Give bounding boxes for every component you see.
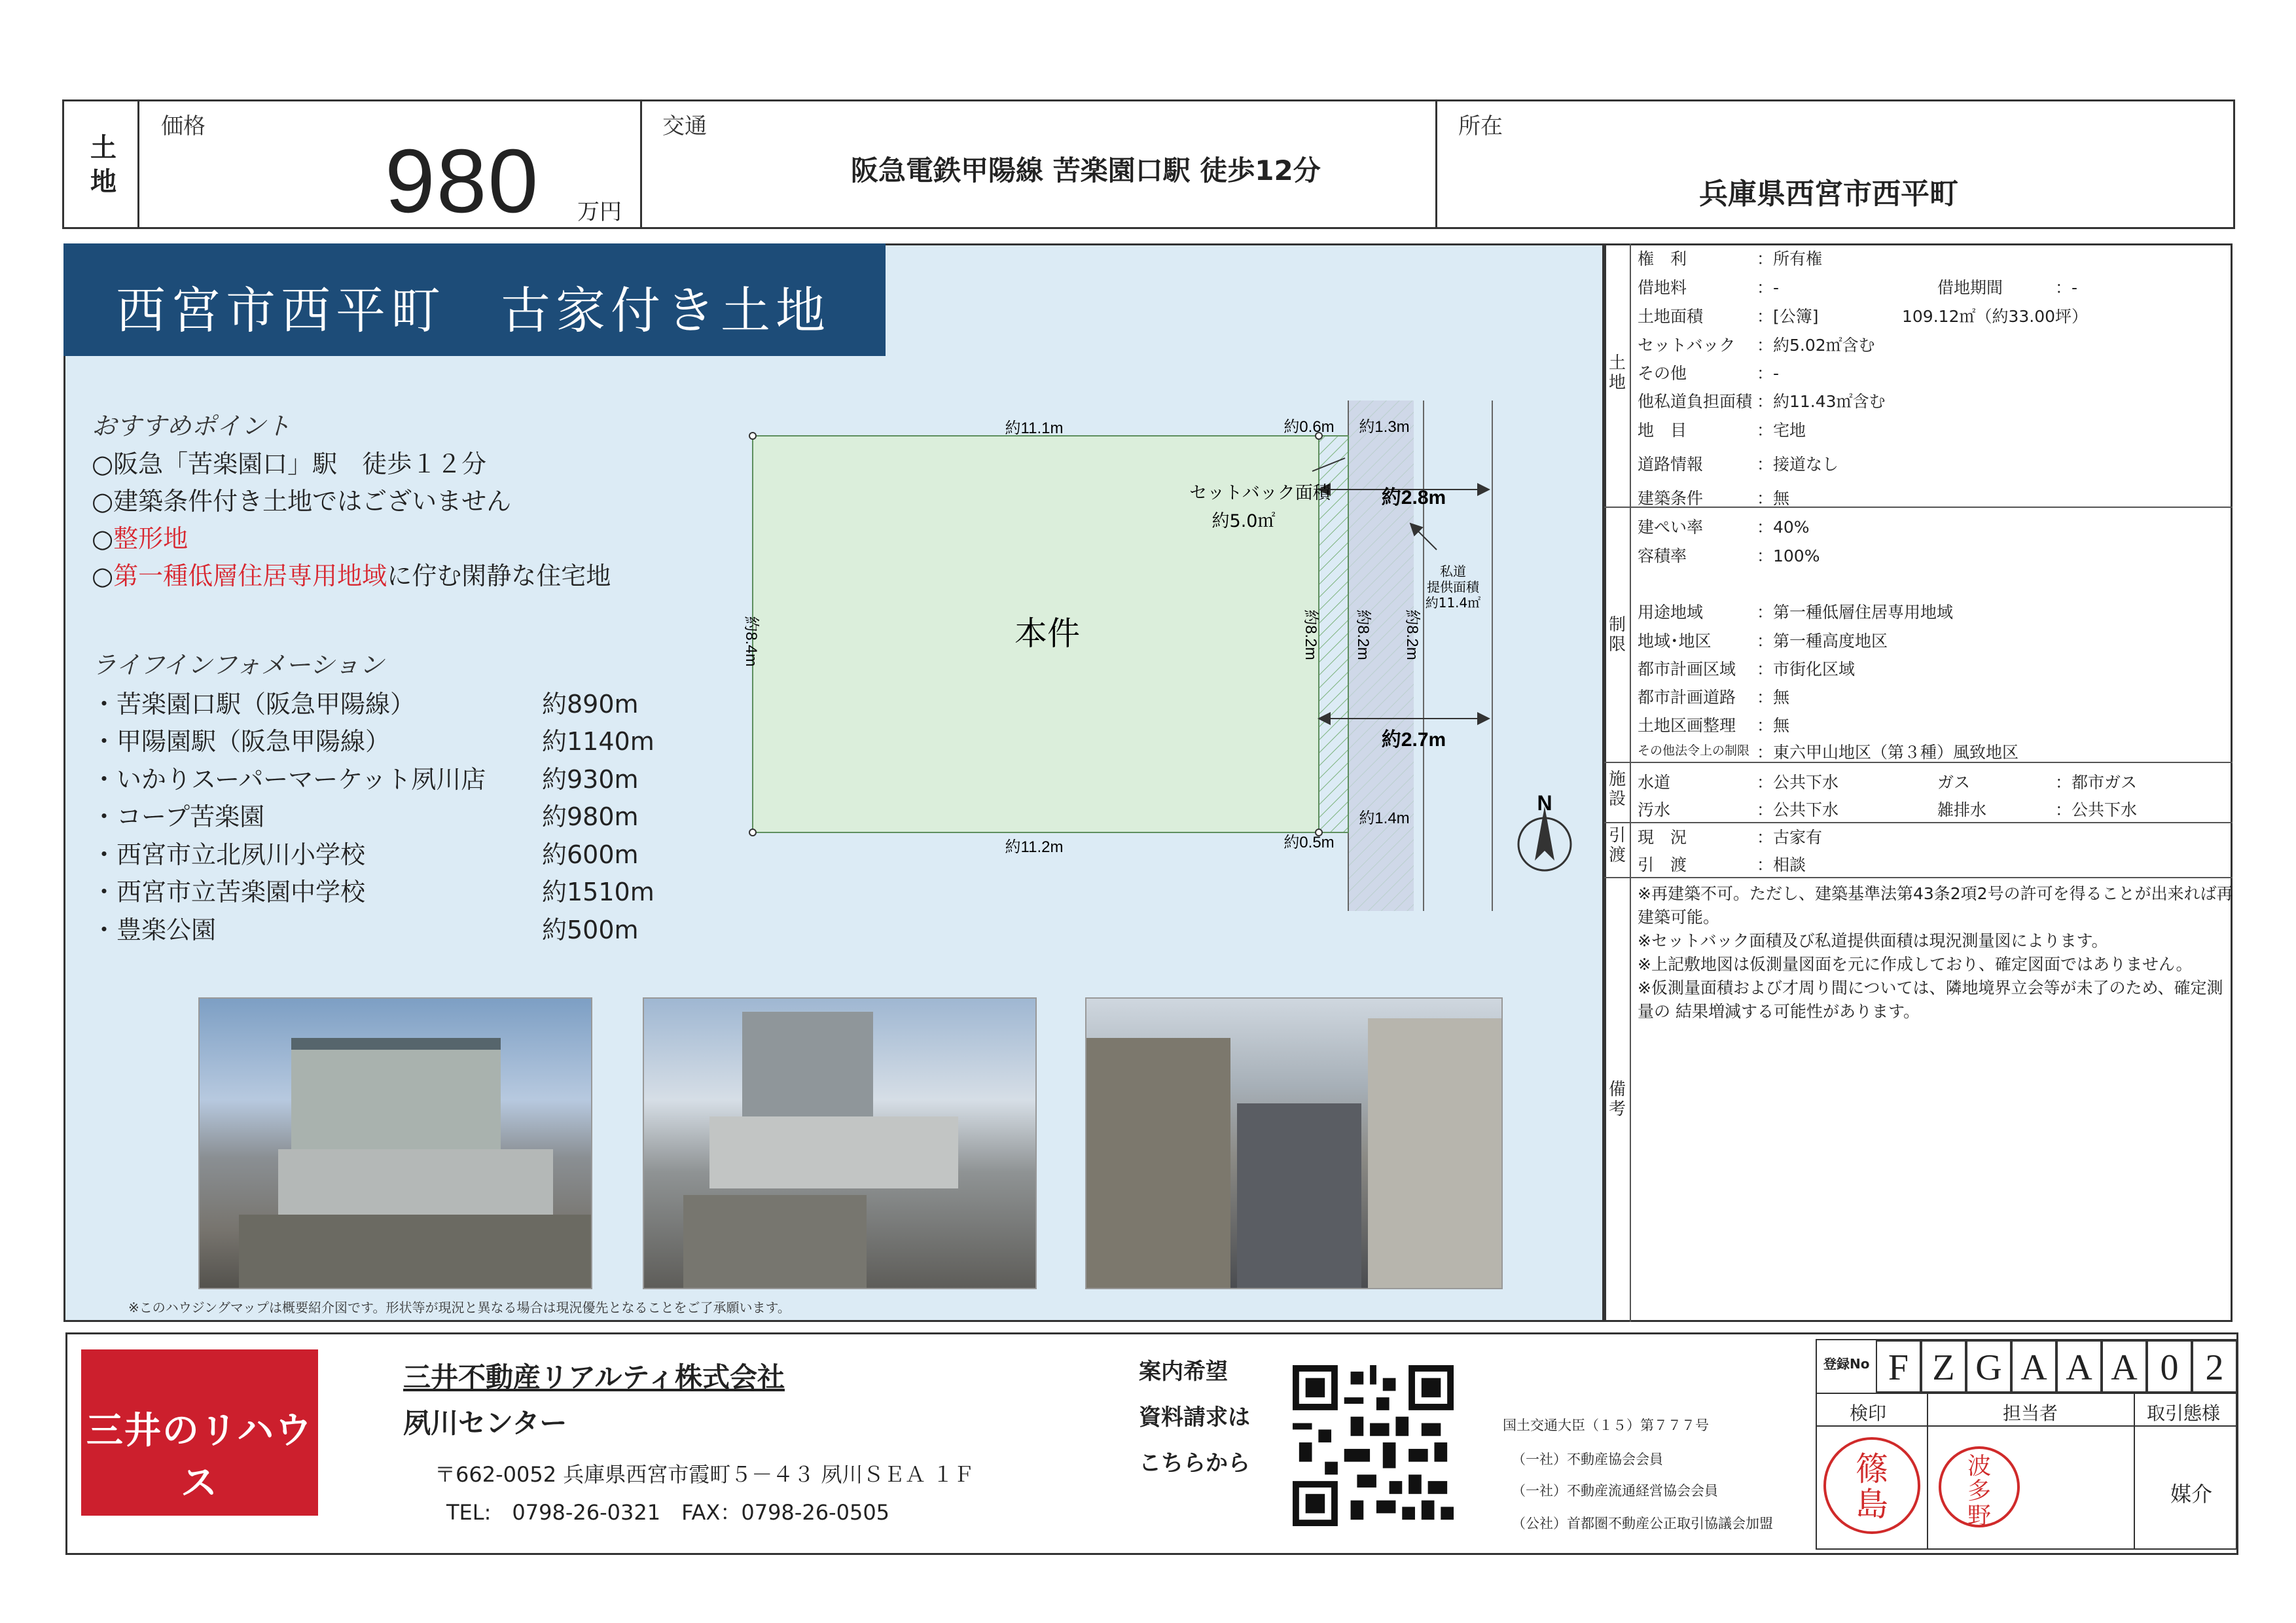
photo-street [1085,997,1503,1289]
row-value: ：都市ガス [2055,773,2138,792]
dim-road-lower: 約2.7m [1381,729,1446,751]
reg-char: 2 [2192,1340,2237,1393]
qr-code-icon[interactable] [1293,1365,1454,1526]
svg-text:N: N [1537,791,1552,815]
photo-house-front [198,997,592,1289]
row-value: ：- [2055,278,2078,297]
point-item: ○建築条件付き土地ではございません [92,487,512,516]
row-key: セットバック [1638,336,1736,355]
row-value: ：無 [1757,716,1790,735]
staff-seal: 波多野 [1939,1446,2020,1527]
dim-depth: 約8.2m [1302,609,1319,660]
row-value: ：- [1757,278,1780,297]
dim-top-setback: 約0.6m [1283,418,1335,436]
row-key: 地 目 [1638,421,1687,440]
row-key: 容積率 [1638,546,1687,565]
life-info-distance: 約890m [542,690,639,719]
row-key: 都市計画道路 [1638,688,1736,707]
row-key: 汚水 [1638,800,1671,819]
life-info-name: ・西宮市立苦楽園中学校 [92,878,366,906]
divider [1927,1393,1928,1550]
private-road-label: 私道 [1440,563,1466,579]
category-label: 土地 [90,133,117,197]
company-logo: 三井のリハウス [81,1349,318,1516]
photo-house-side [643,997,1037,1289]
private-road-area: 約11.4㎡ [1425,595,1481,611]
setback-label: セットバック面積 [1189,483,1331,503]
row-key: 都市計画区域 [1638,660,1736,679]
reg-char: 0 [2147,1340,2192,1393]
note-line: 建築可能。 [1638,908,1720,927]
divider [1630,243,1631,1322]
row-key: 現 況 [1638,828,1687,847]
branch-name: 夙川センター [403,1407,567,1439]
setback-area-value: 約5.0㎡ [1211,511,1276,531]
note-line: ※再建築不可。ただし、建築基準法第43条2項2号の許可を得ることが出来れば再 [1638,884,2233,903]
license-line: 国土交通大臣（１５）第７７７号 [1503,1418,1709,1433]
reg-char: F [1876,1340,1921,1393]
note-line: 量の 結果増減する可能性があります。 [1638,1002,1920,1021]
life-info-name: ・豊楽公園 [92,916,217,944]
price-unit: 万円 [577,199,622,225]
row-key: 建ぺい率 [1638,518,1704,537]
point-item: ○第一種低層住居専用地域に佇む閑静な住宅地 [92,562,611,590]
row-value: ：公共下水 [2055,800,2138,819]
row-value: ：宅地 [1757,421,1806,440]
row-value: ：[公簿] [1757,307,1819,326]
row-key: 土地区画整理 [1638,716,1736,735]
dim-road-upper: 約2.8m [1381,487,1446,508]
phone-fax: TEL: 0798-26-0321 FAX：0798-26-0505 [446,1500,890,1525]
row-key: 借地期間 [1937,278,2003,297]
inspection-seal: 篠島 [1823,1437,1920,1534]
row-value: ：第一種高度地区 [1757,632,1888,651]
row-key: その他 [1638,364,1687,383]
row-value: ：所有権 [1757,249,1823,268]
reg-char: G [1966,1340,2011,1393]
row-value: ：第一種低層住居専用地域 [1757,603,1954,622]
row-value: ：東六甲山地区（第３種）風致地区 [1757,743,2019,762]
dim-depth: 約8.2m [1354,609,1372,660]
row-key: 借地料 [1638,278,1687,297]
traffic-label: 交通 [662,113,707,139]
tanto-label: 担当者 [2003,1402,2058,1424]
private-road-label: 提供面積 [1427,579,1479,595]
price-value: 980 [385,131,540,232]
row-value: ：公共下水 [1757,773,1839,792]
life-info-heading: ライフインフォメーション [92,651,384,679]
license-line: （公社）首都圏不動産公正取引協議会加盟 [1512,1516,1773,1531]
dim-bottom-road: 約1.4m [1359,810,1410,827]
license-line: （一社）不動産流通経営協会会員 [1512,1483,1718,1499]
life-info-name: ・コープ苦楽園 [92,802,265,831]
divider [1604,822,2233,823]
row-value: ：- [1757,364,1780,383]
dim-left-depth: 約8.4m [742,616,760,667]
reg-char: A [2102,1340,2147,1393]
location-value: 兵庫県西宮市西平町 [1699,177,1958,211]
row-value: ：古家有 [1757,828,1823,847]
subject-label: 本件 [1014,615,1080,652]
row-key: 引 渡 [1638,855,1687,874]
note-line: ※セットバック面積及び私道提供面積は現況測量図によります。 [1638,931,2108,950]
page-title: 西宮市西平町 古家付き土地 [63,243,886,356]
dim-top-width: 約11.1m [1005,419,1064,437]
license-line: （一社）不動産協会会員 [1512,1452,1663,1467]
row-value: ：約11.43㎡含む [1757,392,1886,411]
cta-line: 案内希望 [1139,1359,1228,1385]
row-key: 建築条件 [1638,489,1704,508]
reg-char: A [2056,1340,2102,1393]
cta-line: こちらから [1139,1450,1250,1476]
dim-top-road: 約1.3m [1359,418,1410,436]
row-key: 権 利 [1638,249,1687,268]
traffic-value: 阪急電鉄甲陽線 苦楽園口駅 徒歩12分 [851,154,1321,187]
points-heading: おすすめポイント [92,412,291,440]
row-key: 他私道負担面積 [1638,392,1753,411]
company-name: 三井不動産リアルティ株式会社 [403,1361,785,1393]
row-value: ：約5.02㎡含む [1757,336,1875,355]
ken-label: 検印 [1850,1402,1887,1424]
price-label: 価格 [161,113,206,139]
life-info-distance: 約1140m [542,727,655,756]
torihiki-label: 取引態様 [2147,1402,2221,1424]
row-value: ：40% [1757,518,1810,537]
divider [2134,1393,2135,1550]
address: 〒662-0052 兵庫県西宮市霞町５－４３ 夙川ＳＥＡ １Ｆ [435,1462,975,1487]
divider [137,99,139,229]
row-value: ：無 [1757,489,1790,508]
dim-bottom-width: 約11.2m [1005,838,1064,856]
row-key: 土地面積 [1638,307,1704,326]
life-info-distance: 約930m [542,765,639,794]
dim-bottom-setback: 約0.5m [1283,834,1335,851]
reg-char: Z [1921,1340,1966,1393]
divider [1435,99,1437,229]
life-info-name: ・西宮市立北夙川小学校 [92,840,366,869]
site-plan [720,393,1584,929]
row-value: ：無 [1757,688,1790,707]
reg-label: 登録No [1823,1356,1870,1372]
point-item: ○整形地 [92,524,188,553]
life-info-name: ・甲陽園駅（阪急甲陽線） [92,727,391,756]
row-value: ：接道なし [1757,455,1839,474]
divider [1816,1425,2237,1427]
life-info-distance: 約500m [542,916,639,944]
row-key: ガス [1937,773,1971,792]
life-info-distance: 約980m [542,802,639,831]
life-info-name: ・いかりスーパーマーケット夙川店 [92,765,486,794]
row-value: ：相談 [1757,855,1806,874]
note-line: ※上記敷地図は仮測量図面を元に作成しており、確定図面ではありません。 [1638,955,2193,974]
section-land: 土地 [1608,353,1626,393]
row-value: ：公共下水 [1757,800,1839,819]
row-value: 109.12㎡（約33.00坪） [1902,307,2089,326]
life-info-distance: 約600m [542,840,639,869]
north-arrow-icon [1518,791,1571,870]
section-limit: 制限 [1608,615,1626,654]
row-key: 用途地域 [1638,603,1704,622]
life-info-distance: 約1510m [542,878,655,906]
torihiki-value: 媒介 [2170,1482,2213,1507]
section-remarks: 備考 [1608,1080,1626,1119]
disclaimer: ※このハウジングマップは概要紹介図です。形状等が現況と異なる場合は現況優先となることをご了承願います。 [128,1300,791,1315]
location-label: 所在 [1458,113,1503,139]
row-key: 水道 [1638,773,1671,792]
life-info-name: ・苦楽園口駅（阪急甲陽線） [92,690,416,719]
divider [640,99,642,229]
point-item: ○阪急「苦楽園口」駅 徒歩１２分 [92,450,487,478]
row-value: ：100% [1757,546,1820,565]
divider [1604,877,2233,878]
cta-line: 資料請求は [1139,1404,1250,1431]
row-key: 道路情報 [1638,455,1704,474]
section-handover: 引渡 [1608,826,1626,865]
section-facility: 施設 [1608,770,1626,809]
row-key: 雑排水 [1937,800,1987,819]
dim-depth: 約8.2m [1403,609,1421,660]
row-value: ：市街化区域 [1757,660,1856,679]
row-key: 地域･地区 [1638,632,1712,651]
row-key: その他法令上の制限 [1638,743,1750,758]
note-line: ※仮測量面積および才周り間については、隣地境界立会等が未了のため、確定測 [1638,978,2223,997]
reg-char: A [2011,1340,2056,1393]
